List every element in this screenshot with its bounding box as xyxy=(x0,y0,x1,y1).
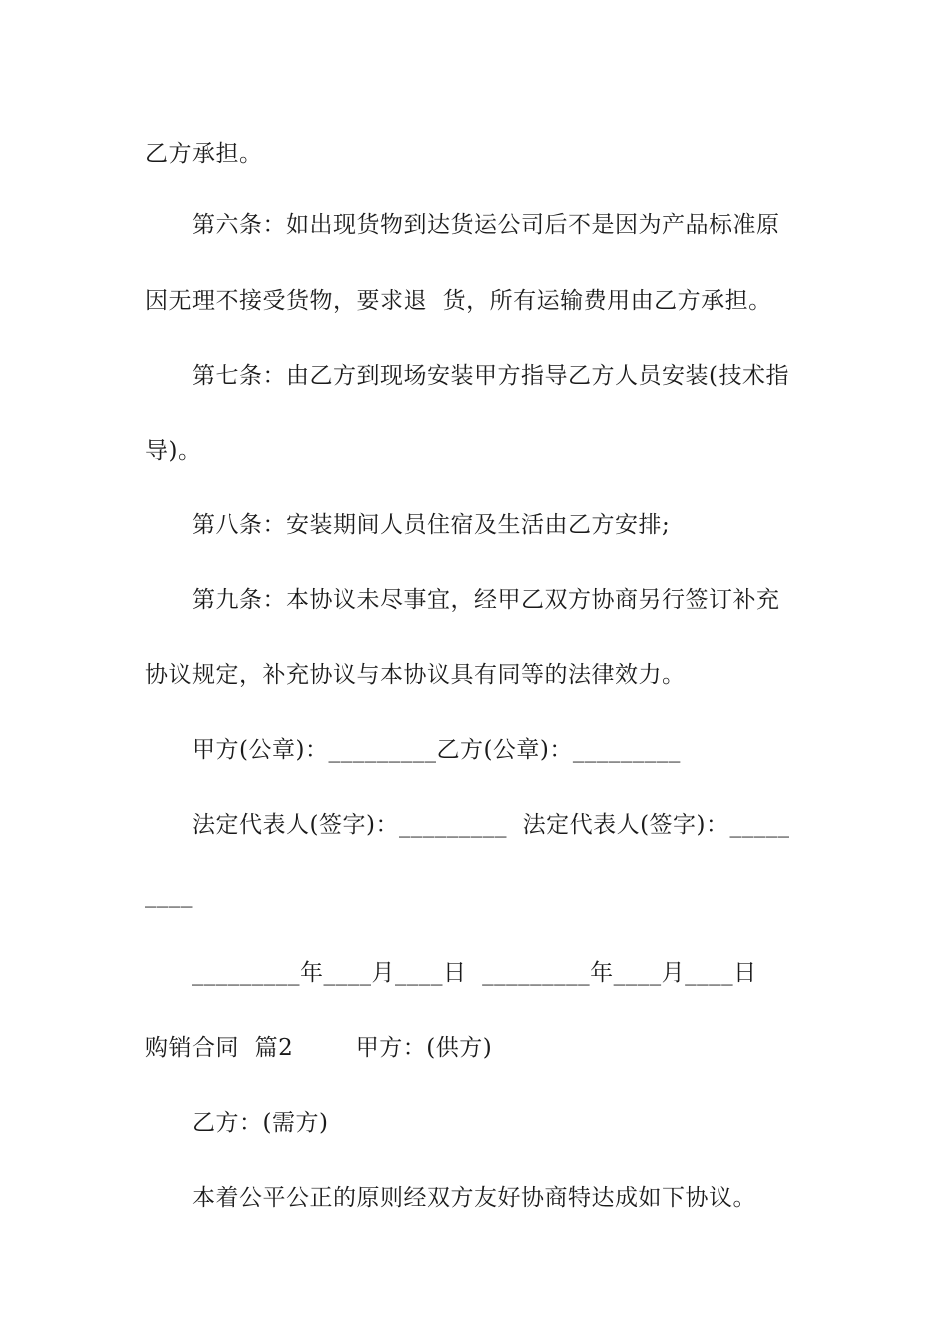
contract-2-heading: 购销合同 篇2 甲方：(供方) xyxy=(145,1035,493,1061)
clause-7-line-2: 导)。 xyxy=(145,438,202,464)
signature-line: 法定代表人(签字)：_________ 法定代表人(签字)：_____ xyxy=(192,812,790,838)
party-b-line: 乙方：(需方) xyxy=(192,1110,329,1136)
clause-6-line-2: 因无理不接受货物，要求退 货，所有运输费用由乙方承担。 xyxy=(145,288,772,314)
date-line: _________年____月____日 _________年____月____日 xyxy=(192,960,757,986)
clause-7-line-1: 第七条：由乙方到现场安装甲方指导乙方人员安装(技术指 xyxy=(192,363,789,389)
clause-6-line-1: 第六条：如出现货物到达货运公司后不是因为产品标准原 xyxy=(192,212,780,238)
seal-line: 甲方(公章)：_________乙方(公章)：_________ xyxy=(192,737,681,763)
clause-9-line-2: 协议规定，补充协议与本协议具有同等的法律效力。 xyxy=(145,662,686,688)
clause-9-line-1: 第九条：本协议未尽事宜，经甲乙双方协商另行签订补充 xyxy=(192,587,780,613)
signature-line-continued: ____ xyxy=(145,882,193,908)
preamble-line: 本着公平公正的原则经双方友好协商特达成如下协议。 xyxy=(192,1185,756,1211)
text-line-1: 乙方承担。 xyxy=(145,141,263,167)
clause-8: 第八条：安装期间人员住宿及生活由乙方安排; xyxy=(192,512,671,538)
